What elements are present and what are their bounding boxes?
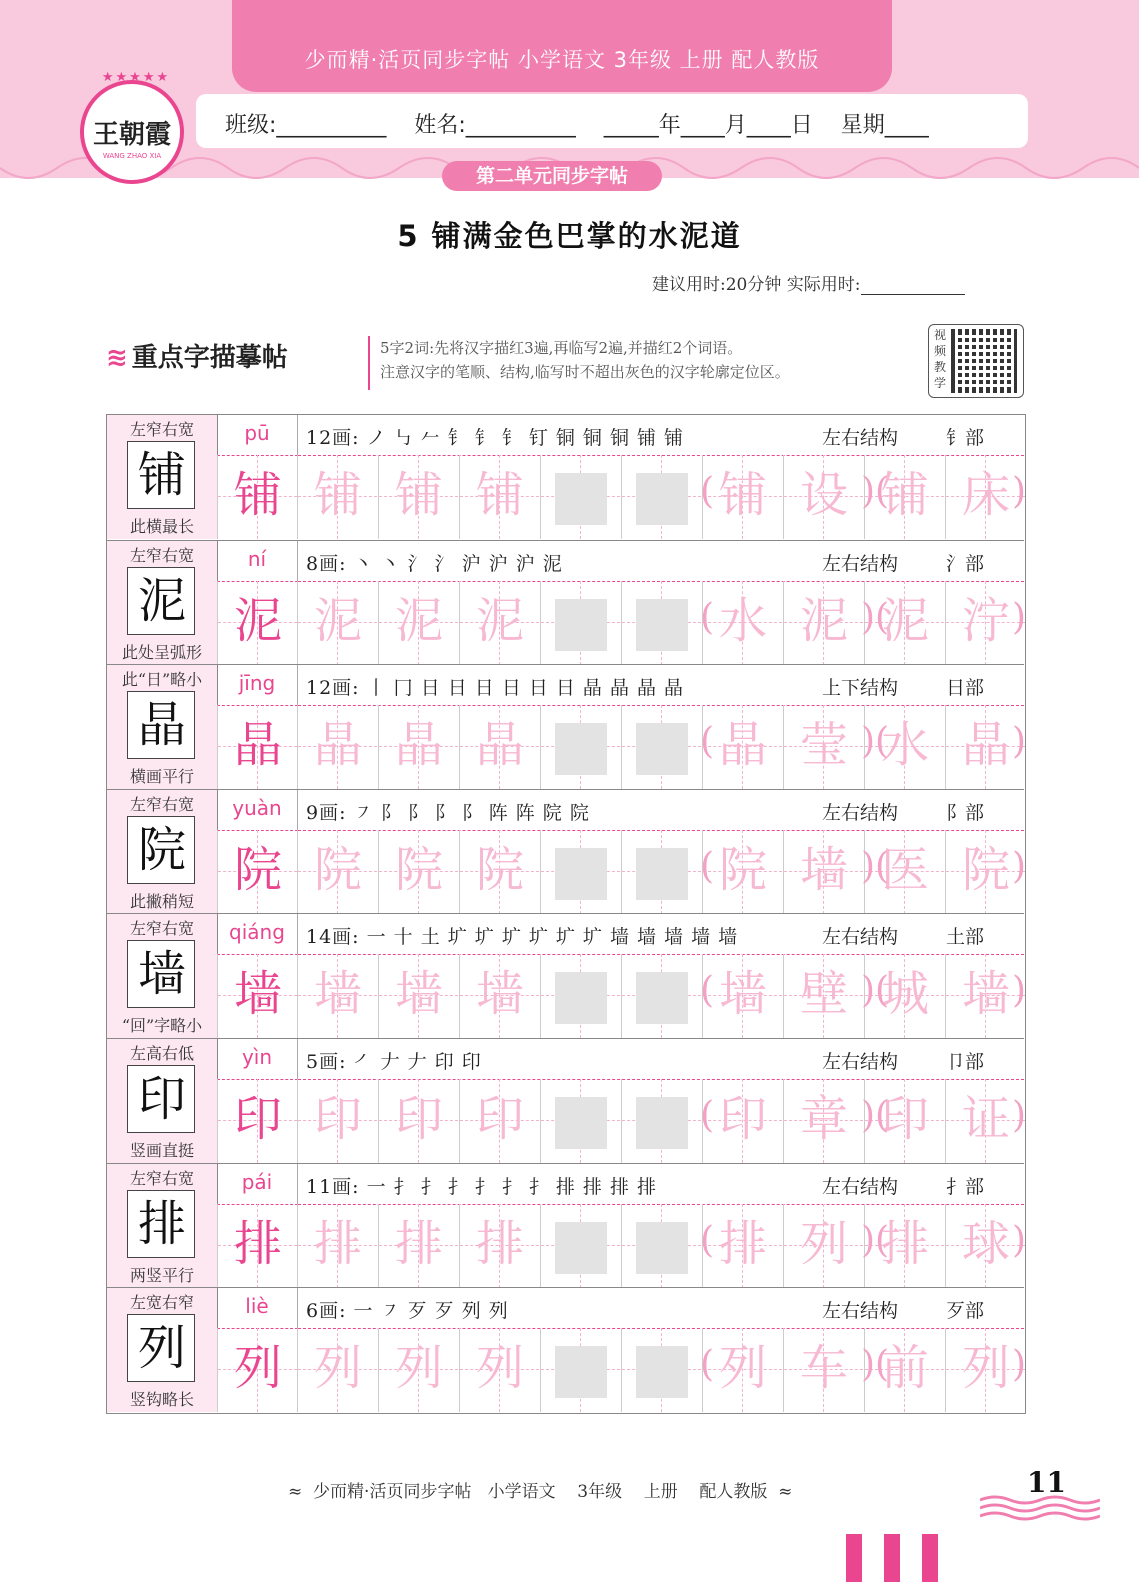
model-char: 院 bbox=[137, 821, 186, 878]
writing-cell[interactable] bbox=[217, 1328, 297, 1412]
trace-char[interactable]: 泥 bbox=[475, 592, 524, 649]
writing-cell[interactable] bbox=[783, 455, 863, 539]
char-structure: 上下结构 bbox=[822, 677, 899, 700]
trace-char[interactable]: 晶 bbox=[313, 717, 362, 774]
pinyin: pū bbox=[217, 415, 298, 456]
word-trace-char[interactable]: 水 bbox=[880, 717, 929, 774]
practice-row bbox=[107, 789, 1027, 914]
stroke-info bbox=[298, 914, 1024, 955]
gray-outline-zone[interactable] bbox=[636, 1222, 688, 1274]
writing-cell[interactable] bbox=[378, 830, 458, 914]
word-trace-char[interactable]: 球 bbox=[961, 1215, 1010, 1272]
paren-open: ( bbox=[700, 1219, 715, 1261]
writing-cell[interactable] bbox=[783, 1204, 863, 1288]
trace-char[interactable]: 排 bbox=[394, 1215, 443, 1272]
word-trace-char[interactable]: 列 bbox=[799, 1215, 848, 1272]
word-trace-char[interactable]: 铺 bbox=[880, 467, 929, 523]
word-trace-char[interactable]: 墙 bbox=[718, 966, 767, 1023]
stroke-info bbox=[298, 541, 1024, 582]
trace-char[interactable]: 墙 bbox=[475, 966, 524, 1023]
writing-cell[interactable] bbox=[621, 1328, 701, 1412]
word-trace-char[interactable]: 排 bbox=[880, 1215, 929, 1272]
hint-bottom: 此处呈弧形 bbox=[121, 642, 202, 662]
gray-outline-zone[interactable] bbox=[636, 972, 688, 1024]
stroke-info bbox=[298, 415, 1024, 456]
gray-outline-zone[interactable] bbox=[636, 599, 688, 651]
char-radical: 卩部 bbox=[946, 1051, 985, 1073]
trace-char[interactable]: 泥 bbox=[394, 592, 443, 649]
writing-cell[interactable] bbox=[378, 705, 458, 789]
word-trace-char[interactable]: 设 bbox=[799, 467, 848, 523]
paren-close: ) bbox=[1012, 1219, 1027, 1261]
stroke-info bbox=[298, 665, 1024, 706]
writing-cell[interactable] bbox=[459, 705, 539, 789]
writing-cell[interactable] bbox=[621, 455, 701, 539]
paren-open: ( bbox=[700, 721, 715, 763]
paren-open: ( bbox=[700, 1095, 715, 1136]
writing-cell[interactable] bbox=[459, 1328, 539, 1412]
writing-cell[interactable] bbox=[621, 1204, 701, 1288]
practice-row bbox=[107, 1287, 1027, 1412]
pinyin: liè bbox=[217, 1288, 298, 1329]
writing-cell[interactable] bbox=[783, 1079, 863, 1163]
trace-char[interactable]: 院 bbox=[313, 841, 362, 898]
section-instructions bbox=[380, 336, 920, 384]
stroke-order: 5画: ㇒ 𠂇 𠂇 印 印 bbox=[306, 1051, 482, 1073]
writing-cell[interactable] bbox=[621, 1079, 701, 1163]
char-radical: 氵部 bbox=[946, 552, 985, 575]
section-title-text: 重点字描摹帖 bbox=[131, 343, 288, 373]
writing-cell[interactable] bbox=[459, 830, 539, 914]
word-trace-char[interactable]: 车 bbox=[799, 1340, 848, 1397]
paren-mid: )( bbox=[861, 1095, 890, 1136]
trace-char[interactable]: 墙 bbox=[394, 966, 443, 1023]
hint-top: 左高右低 bbox=[129, 1044, 194, 1063]
practice-char: 晶 bbox=[233, 717, 282, 774]
gray-outline-zone[interactable] bbox=[555, 972, 607, 1024]
practice-row bbox=[107, 540, 1027, 665]
stroke-info bbox=[298, 790, 1024, 831]
trace-char[interactable]: 晶 bbox=[475, 717, 524, 774]
word-trace-char[interactable]: 印 bbox=[880, 1091, 929, 1147]
hint-column bbox=[107, 415, 218, 539]
model-char-box bbox=[127, 567, 195, 635]
hint-top: 左窄右宽 bbox=[129, 1168, 194, 1188]
section-divider bbox=[368, 336, 370, 390]
paren-open: ( bbox=[700, 1344, 715, 1386]
writing-cell[interactable] bbox=[540, 705, 620, 789]
writing-cell[interactable] bbox=[621, 954, 701, 1038]
edge-bar bbox=[846, 1534, 862, 1582]
trace-char[interactable]: 院 bbox=[475, 841, 524, 898]
student-info-fields[interactable]: 班级:__________ 姓名:__________ _____年____月____日 星期____ bbox=[225, 113, 929, 138]
model-char-box bbox=[127, 441, 195, 509]
model-char: 印 bbox=[137, 1071, 186, 1127]
gray-outline-zone[interactable] bbox=[555, 848, 607, 900]
lesson-title: 5 铺满金色巴掌的水泥道 bbox=[397, 219, 742, 253]
practice-row bbox=[107, 415, 1027, 539]
hint-top: 左宽右窄 bbox=[129, 1293, 194, 1313]
practice-char: 院 bbox=[233, 841, 282, 898]
trace-char[interactable]: 印 bbox=[313, 1091, 362, 1147]
paren-close: ) bbox=[1012, 845, 1027, 887]
char-structure: 左右结构 bbox=[822, 801, 899, 824]
trace-char[interactable]: 院 bbox=[394, 841, 443, 898]
writing-cell[interactable] bbox=[378, 1204, 458, 1288]
qr-label: 视频教学 bbox=[933, 328, 946, 390]
stroke-order: 14画: 一 十 土 圹 圹 圹 圹 圹 圹 墙 墙 墙 墙 墙 bbox=[306, 926, 739, 949]
stroke-order: 12画: ノ ㇉ 𠂉 钅 钅 钅 钉 铜 铜 铜 铺 铺 bbox=[306, 427, 685, 449]
writing-cell[interactable] bbox=[378, 1079, 458, 1163]
hint-column bbox=[107, 541, 218, 665]
word-trace-char[interactable]: 院 bbox=[961, 841, 1010, 898]
writing-cell[interactable] bbox=[540, 1079, 620, 1163]
writing-cell[interactable] bbox=[540, 830, 620, 914]
hint-bottom: 横画平行 bbox=[129, 767, 194, 787]
word-trace-char[interactable]: 排 bbox=[718, 1215, 767, 1272]
model-char-box bbox=[127, 691, 195, 759]
logo-subtitle: WANG ZHAO XIA bbox=[102, 152, 162, 160]
practice-char: 印 bbox=[233, 1091, 282, 1147]
stroke-order: 8画: 丶 丶 氵 氵 沪 沪 沪 泥 bbox=[306, 552, 563, 575]
writing-cell[interactable] bbox=[217, 1079, 297, 1163]
word-trace-char[interactable]: 前 bbox=[880, 1340, 929, 1397]
footer-wave-icon bbox=[980, 1494, 1100, 1524]
hint-column bbox=[107, 1039, 218, 1163]
writing-cell[interactable] bbox=[297, 581, 377, 665]
word-trace-char[interactable]: 晶 bbox=[961, 717, 1010, 774]
gray-outline-zone[interactable] bbox=[555, 1097, 607, 1149]
unit-label: 第二单元同步字帖 bbox=[442, 161, 662, 191]
pinyin: yìn bbox=[217, 1039, 298, 1080]
paren-mid: )( bbox=[861, 596, 890, 638]
practice-char: 排 bbox=[233, 1215, 282, 1272]
char-radical: 日部 bbox=[946, 677, 985, 700]
word-trace-char[interactable]: 墙 bbox=[799, 841, 848, 898]
writing-cell[interactable] bbox=[217, 581, 297, 665]
trace-char[interactable]: 列 bbox=[394, 1340, 443, 1397]
paren-open: ( bbox=[700, 970, 715, 1012]
pinyin: ní bbox=[217, 541, 298, 582]
gray-outline-zone[interactable] bbox=[555, 1346, 607, 1398]
writing-cell[interactable] bbox=[621, 581, 701, 665]
pinyin: jīng bbox=[217, 665, 298, 706]
star-icons: ★★★★★ bbox=[101, 70, 171, 85]
trace-char[interactable]: 铺 bbox=[313, 467, 362, 523]
gray-outline-zone[interactable] bbox=[636, 848, 688, 900]
paren-mid: )( bbox=[861, 721, 890, 763]
edge-bar bbox=[884, 1534, 900, 1582]
trace-char[interactable]: 铺 bbox=[475, 467, 524, 523]
trace-char[interactable]: 铺 bbox=[394, 467, 443, 523]
char-radical: 阝部 bbox=[946, 801, 985, 824]
edge-bar bbox=[922, 1534, 938, 1582]
actual-time-blank[interactable] bbox=[861, 276, 965, 295]
word-trace-char[interactable]: 医 bbox=[880, 841, 929, 898]
char-radical: 扌部 bbox=[946, 1175, 985, 1198]
gray-outline-zone[interactable] bbox=[636, 1097, 688, 1149]
writing-cell[interactable] bbox=[459, 581, 539, 665]
practice-grid bbox=[106, 414, 1026, 1414]
writing-cell[interactable] bbox=[540, 954, 620, 1038]
gray-outline-zone[interactable] bbox=[555, 723, 607, 775]
writing-cell[interactable] bbox=[540, 1328, 620, 1412]
writing-cell[interactable] bbox=[459, 1079, 539, 1163]
hint-column bbox=[107, 1164, 218, 1288]
model-char-box bbox=[127, 1190, 195, 1258]
writing-cell[interactable] bbox=[297, 1079, 377, 1163]
writing-cell[interactable] bbox=[217, 954, 297, 1038]
writing-cell[interactable] bbox=[297, 1328, 377, 1412]
section-title bbox=[106, 337, 288, 374]
writing-cell[interactable] bbox=[378, 581, 458, 665]
paren-mid: )( bbox=[861, 845, 890, 887]
wave-icon: ≋ bbox=[106, 343, 128, 373]
writing-cell[interactable] bbox=[378, 455, 458, 539]
gray-outline-zone[interactable] bbox=[636, 473, 688, 525]
paren-close: ) bbox=[1012, 1344, 1027, 1386]
practice-row bbox=[107, 1163, 1027, 1288]
writing-cell[interactable] bbox=[540, 455, 620, 539]
hint-column bbox=[107, 790, 218, 914]
gray-outline-zone[interactable] bbox=[555, 599, 607, 651]
hint-bottom: 两竖平行 bbox=[129, 1265, 194, 1285]
word-trace-char[interactable]: 列 bbox=[961, 1340, 1010, 1397]
model-char: 列 bbox=[137, 1320, 186, 1377]
writing-cell[interactable] bbox=[621, 830, 701, 914]
writing-cell[interactable] bbox=[378, 1328, 458, 1412]
paren-mid: )( bbox=[861, 471, 890, 512]
hint-top: 左窄右宽 bbox=[129, 545, 194, 565]
writing-cell[interactable] bbox=[540, 581, 620, 665]
hint-column bbox=[107, 665, 218, 789]
hint-bottom: 竖画直挺 bbox=[129, 1141, 194, 1160]
qr-code-icon[interactable] bbox=[951, 329, 1017, 393]
hint-bottom: 此撇稍短 bbox=[129, 891, 194, 911]
paren-close: ) bbox=[1012, 970, 1027, 1012]
writing-cell[interactable] bbox=[378, 954, 458, 1038]
char-structure: 左右结构 bbox=[822, 427, 899, 449]
trace-char[interactable]: 印 bbox=[475, 1091, 524, 1147]
paren-open: ( bbox=[700, 845, 715, 887]
word-trace-char[interactable]: 列 bbox=[718, 1340, 767, 1397]
gray-outline-zone[interactable] bbox=[555, 1222, 607, 1274]
paren-open: ( bbox=[700, 471, 715, 512]
hint-top: 左窄右宽 bbox=[129, 919, 194, 939]
word-trace-char[interactable]: 莹 bbox=[799, 717, 848, 774]
char-structure: 左右结构 bbox=[822, 1051, 899, 1073]
trace-char[interactable]: 印 bbox=[394, 1091, 443, 1147]
hint-top: 左窄右宽 bbox=[129, 420, 194, 439]
paren-open: ( bbox=[700, 596, 715, 638]
pinyin: pái bbox=[217, 1164, 298, 1205]
writing-cell[interactable] bbox=[297, 830, 377, 914]
trace-char[interactable]: 列 bbox=[313, 1340, 362, 1397]
series-title: 少而精·活页同步字帖 小学语文 3年级 上册 配人教版 bbox=[304, 48, 820, 72]
trace-char[interactable]: 晶 bbox=[394, 717, 443, 774]
practice-char: 铺 bbox=[233, 467, 282, 523]
paren-mid: )( bbox=[861, 1219, 890, 1261]
writing-cell[interactable] bbox=[297, 705, 377, 789]
hint-top: 此“日”略小 bbox=[121, 670, 203, 690]
model-char-box bbox=[127, 816, 195, 884]
stroke-order: 12画: 丨 冂 日 日 日 日 日 日 晶 晶 晶 晶 bbox=[306, 677, 685, 700]
hint-column bbox=[107, 1288, 218, 1412]
writing-cell[interactable] bbox=[459, 455, 539, 539]
trace-char[interactable]: 排 bbox=[313, 1215, 362, 1272]
writing-cell[interactable] bbox=[783, 1328, 863, 1412]
hint-top: 左窄右宽 bbox=[129, 794, 194, 814]
writing-cell[interactable] bbox=[297, 1204, 377, 1288]
char-structure: 左右结构 bbox=[822, 1175, 899, 1198]
stroke-info bbox=[298, 1164, 1024, 1205]
writing-cell[interactable] bbox=[621, 705, 701, 789]
writing-cell[interactable] bbox=[297, 954, 377, 1038]
writing-cell[interactable] bbox=[217, 830, 297, 914]
pinyin: yuàn bbox=[217, 790, 298, 831]
model-char: 铺 bbox=[137, 447, 186, 503]
stroke-order: 6画: 一 ㇇ 歹 歹 列 列 bbox=[306, 1300, 509, 1323]
stroke-info bbox=[298, 1039, 1024, 1080]
video-qr[interactable] bbox=[928, 324, 1024, 398]
writing-cell[interactable] bbox=[540, 1204, 620, 1288]
word-trace-char[interactable]: 泥 bbox=[799, 592, 848, 649]
char-structure: 左右结构 bbox=[822, 926, 899, 949]
hint-column bbox=[107, 914, 218, 1038]
model-char-box bbox=[127, 1065, 195, 1133]
model-char: 泥 bbox=[137, 572, 186, 629]
practice-char: 墙 bbox=[233, 966, 282, 1023]
logo-name: 王朝霞 bbox=[92, 120, 171, 150]
gray-outline-zone[interactable] bbox=[636, 723, 688, 775]
hint-bottom: 竖钩略长 bbox=[129, 1390, 194, 1410]
writing-cell[interactable] bbox=[783, 830, 863, 914]
hint-bottom: 此横最长 bbox=[129, 517, 194, 536]
word-trace-char[interactable]: 铺 bbox=[718, 467, 767, 523]
brand-logo bbox=[80, 70, 184, 184]
writing-cell[interactable] bbox=[217, 455, 297, 539]
paren-mid: )( bbox=[861, 970, 890, 1012]
word-trace-char[interactable]: 水 bbox=[718, 592, 767, 649]
gray-outline-zone[interactable] bbox=[636, 1346, 688, 1398]
writing-cell[interactable] bbox=[459, 1204, 539, 1288]
word-trace-char[interactable]: 证 bbox=[961, 1091, 1010, 1147]
char-radical: 歹部 bbox=[946, 1300, 985, 1323]
char-radical: 土部 bbox=[946, 926, 985, 949]
word-trace-char[interactable]: 泞 bbox=[961, 592, 1010, 649]
practice-char: 列 bbox=[233, 1340, 282, 1397]
model-char: 墙 bbox=[137, 946, 186, 1003]
time-text: 建议用时:20分钟 实际用时: bbox=[652, 275, 861, 295]
word-trace-char[interactable]: 壁 bbox=[799, 966, 848, 1023]
paren-close: ) bbox=[1012, 1095, 1027, 1136]
instructions-line-2: 注意汉字的笔顺、结构,临写时不超出灰色的汉字轮廓定位区。 bbox=[380, 363, 790, 381]
page-number: 11 bbox=[1027, 1466, 1066, 1499]
paren-mid: )( bbox=[861, 1344, 890, 1386]
stroke-info bbox=[298, 1288, 1024, 1329]
word-trace-char[interactable]: 墙 bbox=[961, 966, 1010, 1023]
word-trace-char[interactable]: 泥 bbox=[880, 592, 929, 649]
word-trace-char[interactable]: 院 bbox=[718, 841, 767, 898]
stroke-order: 9画: ㇇ 阝 阝 阝 阝 阵 阵 院 院 bbox=[306, 801, 590, 824]
model-char: 排 bbox=[137, 1195, 186, 1252]
instructions-line-1: 5字2词:先将汉字描红3遍,再临写2遍,并描红2个词语。 bbox=[380, 339, 743, 357]
word-trace-char[interactable]: 晶 bbox=[718, 717, 767, 774]
practice-char: 泥 bbox=[233, 592, 282, 649]
hint-bottom: “回”字略小 bbox=[121, 1016, 203, 1036]
word-trace-char[interactable]: 城 bbox=[880, 966, 929, 1023]
char-structure: 左右结构 bbox=[822, 1300, 899, 1323]
practice-row bbox=[107, 913, 1027, 1038]
word-trace-char[interactable]: 床 bbox=[961, 467, 1010, 523]
trace-char[interactable]: 泥 bbox=[313, 592, 362, 649]
paren-close: ) bbox=[1012, 471, 1027, 512]
practice-row bbox=[107, 664, 1027, 789]
pinyin: qiáng bbox=[217, 914, 298, 955]
writing-cell[interactable] bbox=[783, 705, 863, 789]
model-char-box bbox=[127, 940, 195, 1008]
trace-char[interactable]: 排 bbox=[475, 1215, 524, 1272]
writing-cell[interactable] bbox=[217, 705, 297, 789]
trace-char[interactable]: 墙 bbox=[313, 966, 362, 1023]
paren-close: ) bbox=[1012, 721, 1027, 763]
writing-cell[interactable] bbox=[217, 1204, 297, 1288]
time-suggestion bbox=[652, 270, 965, 295]
paren-close: ) bbox=[1012, 596, 1027, 638]
writing-cell[interactable] bbox=[783, 954, 863, 1038]
writing-cell[interactable] bbox=[297, 455, 377, 539]
char-structure: 左右结构 bbox=[822, 552, 899, 575]
word-trace-char[interactable]: 印 bbox=[718, 1091, 767, 1147]
writing-cell[interactable] bbox=[459, 954, 539, 1038]
char-radical: 钅部 bbox=[946, 427, 985, 449]
word-trace-char[interactable]: 章 bbox=[799, 1091, 848, 1147]
model-char-box bbox=[127, 1314, 195, 1382]
footer-text: ≈ 少而精·活页同步字帖 小学语文 3年级 上册 配人教版 ≈ bbox=[288, 1482, 793, 1502]
writing-cell[interactable] bbox=[783, 581, 863, 665]
practice-row bbox=[107, 1038, 1027, 1163]
gray-outline-zone[interactable] bbox=[555, 473, 607, 525]
stroke-order: 11画: 一 扌 扌 扌 扌 扌 扌 排 排 排 排 bbox=[306, 1175, 658, 1198]
trace-char[interactable]: 列 bbox=[475, 1340, 524, 1397]
model-char: 晶 bbox=[137, 697, 186, 754]
